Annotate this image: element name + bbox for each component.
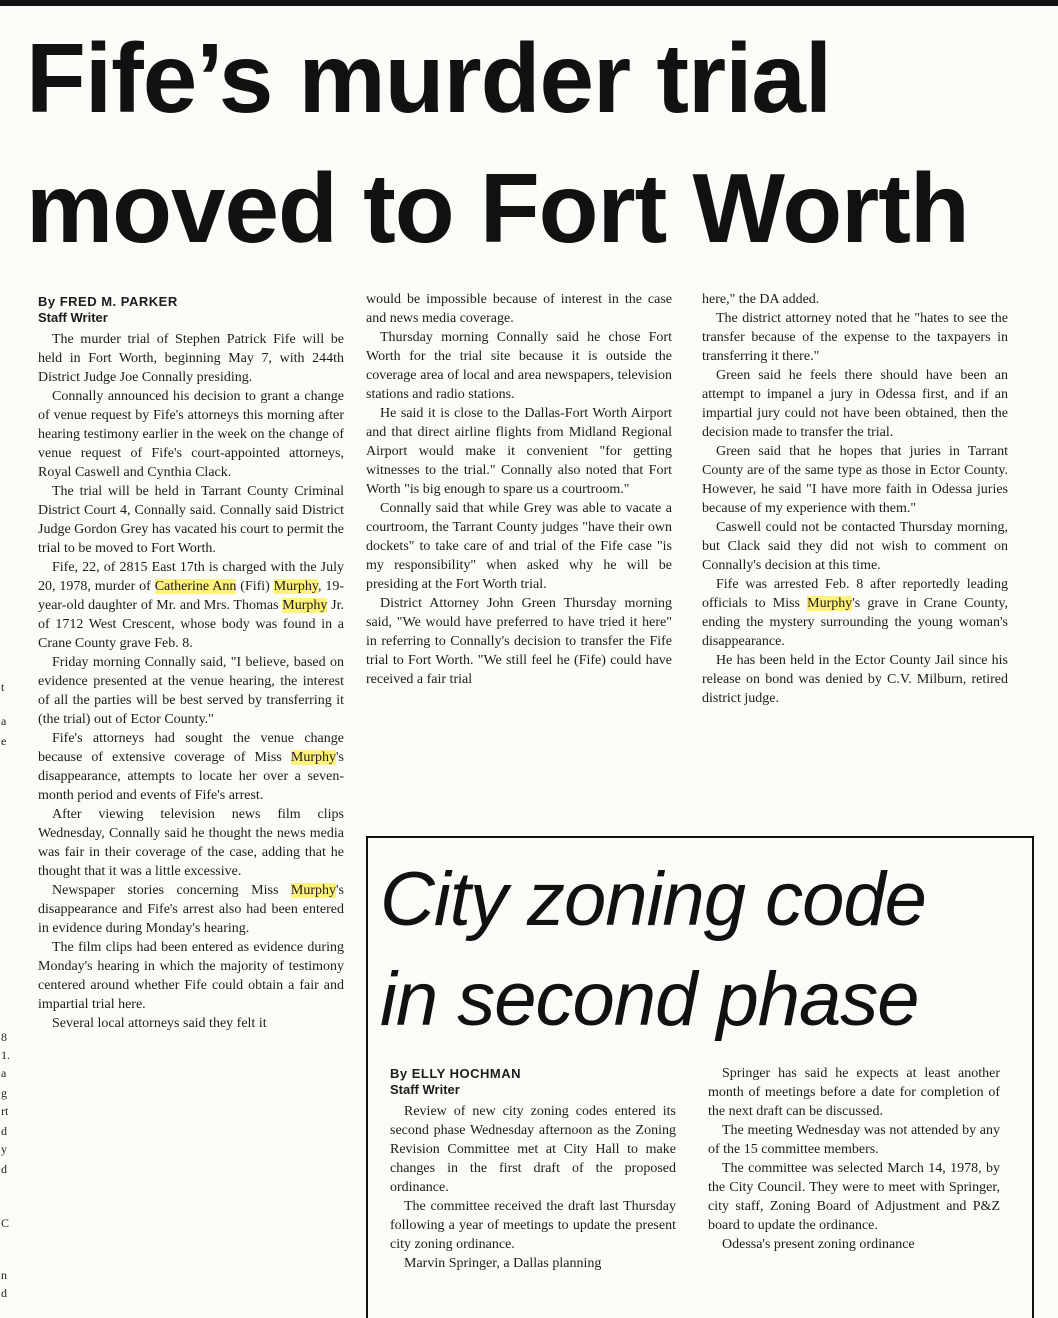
paragraph: would be impossible because of interest in the case and news media coverage. [366,292,672,326]
text-run: Fife's attorneys had sought the venue change because of extensive coverage of Miss [38,731,344,765]
edge-fragment: n [1,1268,7,1282]
story2-box [366,836,1034,1318]
adjacent-column-fragments [0,500,14,1300]
paragraph: Review of new city zoning codes entered its second phase Wednesday afternoon as the Zoning Revision Committee met at City Hall to make changes in the first draft of the proposed ordinance. [390,1104,676,1195]
paragraph: Friday morning Connally said, "I believe, based on evidence presented at the venue hearing, the interest of all the parties will be best served by transferring it (the trial) out of Ector County." [38,655,344,727]
paragraph: The meeting Wednesday was not attended by any of the 15 committee members. [708,1123,1000,1157]
paragraph [38,729,344,805]
paragraph: here," the DA added. [702,292,820,307]
highlighted-term: Murphy [282,598,328,613]
edge-fragment: C [1,1216,10,1230]
story2-column-1 [390,1066,676,1273]
paragraph [702,575,1008,651]
edge-fragment: g [1,1086,7,1100]
paragraph: The district attorney noted that he "hates to see the transfer because of the expense to the taxpayers in transferring it there." [702,311,1008,364]
edge-fragment: rt [1,1104,9,1118]
edge-fragment: 8 [1,1030,7,1044]
story1-column-1 [38,294,344,1033]
story2-column-2 [708,1064,1000,1254]
edge-fragment: d [1,1124,7,1138]
highlighted-term: Murphy [290,750,337,765]
edge-fragment: d [1,1286,7,1300]
paragraph: Green said that he hopes that juries in Tarrant County are of the same type as those in Ector County. However, he said "I have more faith in Odessa juries because of my experience with them." [702,444,1008,516]
paragraph: The trial will be held in Tarrant County Criminal District Court 4, Connally said. Connally said District Judge Gordon Grey has vacated his court to permit the trial to be moved to Fort Worth. [38,484,344,556]
paragraph: Thursday morning Connally said he chose Fort Worth for the trial site because it is outside the coverage area of local and area newspapers, television stations and radio stations. [366,330,672,402]
paragraph: Connally announced his decision to grant a change of venue request by Fife's attorneys this morning after hearing testimony earlier in the week on the change of venue request of Fife's court-appointed attorneys, Royal Caswell and Cynthia Clack. [38,389,344,480]
highlighted-term: Murphy [807,596,853,611]
text-run: Jr. of 1712 West Crescent, whose body was found in a Crane County grave Feb. 8. [38,598,345,651]
paragraph: District Attorney John Green Thursday morning said, "We would have preferred to have tried it here" in referring to Connally's decision to transfer the Fife trial to Fort Worth. "We still feel he (Fife) could have received a fair trial [366,596,672,687]
story1-column-2 [366,290,672,689]
paragraph: The film clips had been entered as evidence during Monday's hearing in which the majority of testimony centered around whether Fife could obtain a fair and impartial trial here. [38,940,344,1012]
paragraph: The committee received the draft last Thursday following a year of meetings to update the present city zoning ordinance. [390,1199,676,1252]
paragraph: The murder trial of Stephen Patrick Fife will be held in Fort Worth, beginning May 7, with 244th District Judge Joe Connally presiding. [38,332,344,385]
paragraph: Connally said that while Grey was able to vacate a courtroom, the Tarrant County judges "have their own dockets" to take care of and trial of the Fife case "is my responsibility" when asked why he will be presiding at the Fort Worth trial. [366,501,672,592]
staff-writer-label: Staff Writer [390,1082,460,1097]
paragraph: After viewing television news film clips Wednesday, Connally said he thought the news media was fair in their coverage of the case, adding that he thought that it was a little excessive. [38,807,344,879]
edge-fragment: 1. [1,1048,10,1062]
paragraph: Springer has said he expects at least another month of meetings before a date for completion of the next draft can be discussed. [708,1066,1000,1119]
edge-fragment: d [1,1162,7,1176]
paragraph: Caswell could not be contacted Thursday morning, but Clack said they did not wish to comment on Connally's decision at this time. [702,520,1008,573]
headline-line-2: moved to Fort Worth [26,153,969,263]
story2-headline-line-2: in second phase [380,957,919,1042]
staff-writer-label: Staff Writer [38,310,108,325]
paragraph: The committee was selected March 14, 1978, by the City Council. They were to meet with Springer, city staff, Zoning Board of Adjustment and P&Z board to update the ordinance. [708,1161,1000,1233]
text-run: Fife, 22, of 2815 East 17th is charged with the July 20, 1978, murder of [38,560,344,594]
paragraph: Marvin Springer, a Dallas planning [404,1256,602,1271]
edge-fragment: a [1,1066,7,1080]
paragraph: He said it is close to the Dallas-Fort Worth Airport and that direct airline flights from Midland Regional Airport would make it convenient "for getting witnesses to the trial." Connally also noted that Fort Worth "is big enough to spare us a courtroom." [366,406,672,497]
highlighted-term: Murphy [273,579,318,594]
top-rule [0,0,1058,6]
edge-fragment: e [1,734,7,748]
paragraph: Odessa's present zoning ordinance [722,1237,915,1252]
paragraph [38,558,344,653]
highlighted-term: Murphy [290,883,337,898]
text-run: Newspaper stories concerning Miss [52,883,291,898]
edge-fragment: t [1,680,5,694]
paragraph: Green said he feels there should have been an attempt to impanel a jury in Odessa first, and if an impartial jury could not have been obtained, then the decision made to transfer the trial. [702,368,1008,440]
paragraph: Several local attorneys said they felt it [52,1016,267,1031]
edge-fragment: y [1,1142,7,1156]
headline-line-1: Fife’s murder trial [26,23,832,133]
text-run: 's grave in Crane County, ending the mystery surrounding the young woman's disappearance. [702,596,1008,649]
text-run: (Fifi) [236,579,274,594]
paragraph [38,881,344,938]
paragraph: He has been held in the Ector County Jail since his release on bond was denied by C.V. Milburn, retired district judge. [702,653,1008,706]
text-run: 's disappearance and Fife's arrest also had been entered in evidence during Monday's hearing. [38,883,344,936]
edge-fragment: a [1,714,7,728]
story2-headline-line-1: City zoning code [380,857,926,942]
story1-column-3 [702,290,1008,708]
text-run: , 19-year-old daughter of Mr. and Mrs. Thomas [38,579,344,613]
text-run: Fife was arrested Feb. 8 after reportedly leading officials to Miss [702,577,1008,611]
highlighted-term: Catherine Ann [154,579,237,594]
byline: By FRED M. PARKER [38,294,178,309]
text-run: 's disappearance, attempts to locate her over a seven-month period and events of Fife's arrest. [38,750,344,803]
byline: By ELLY HOCHMAN [390,1066,522,1081]
